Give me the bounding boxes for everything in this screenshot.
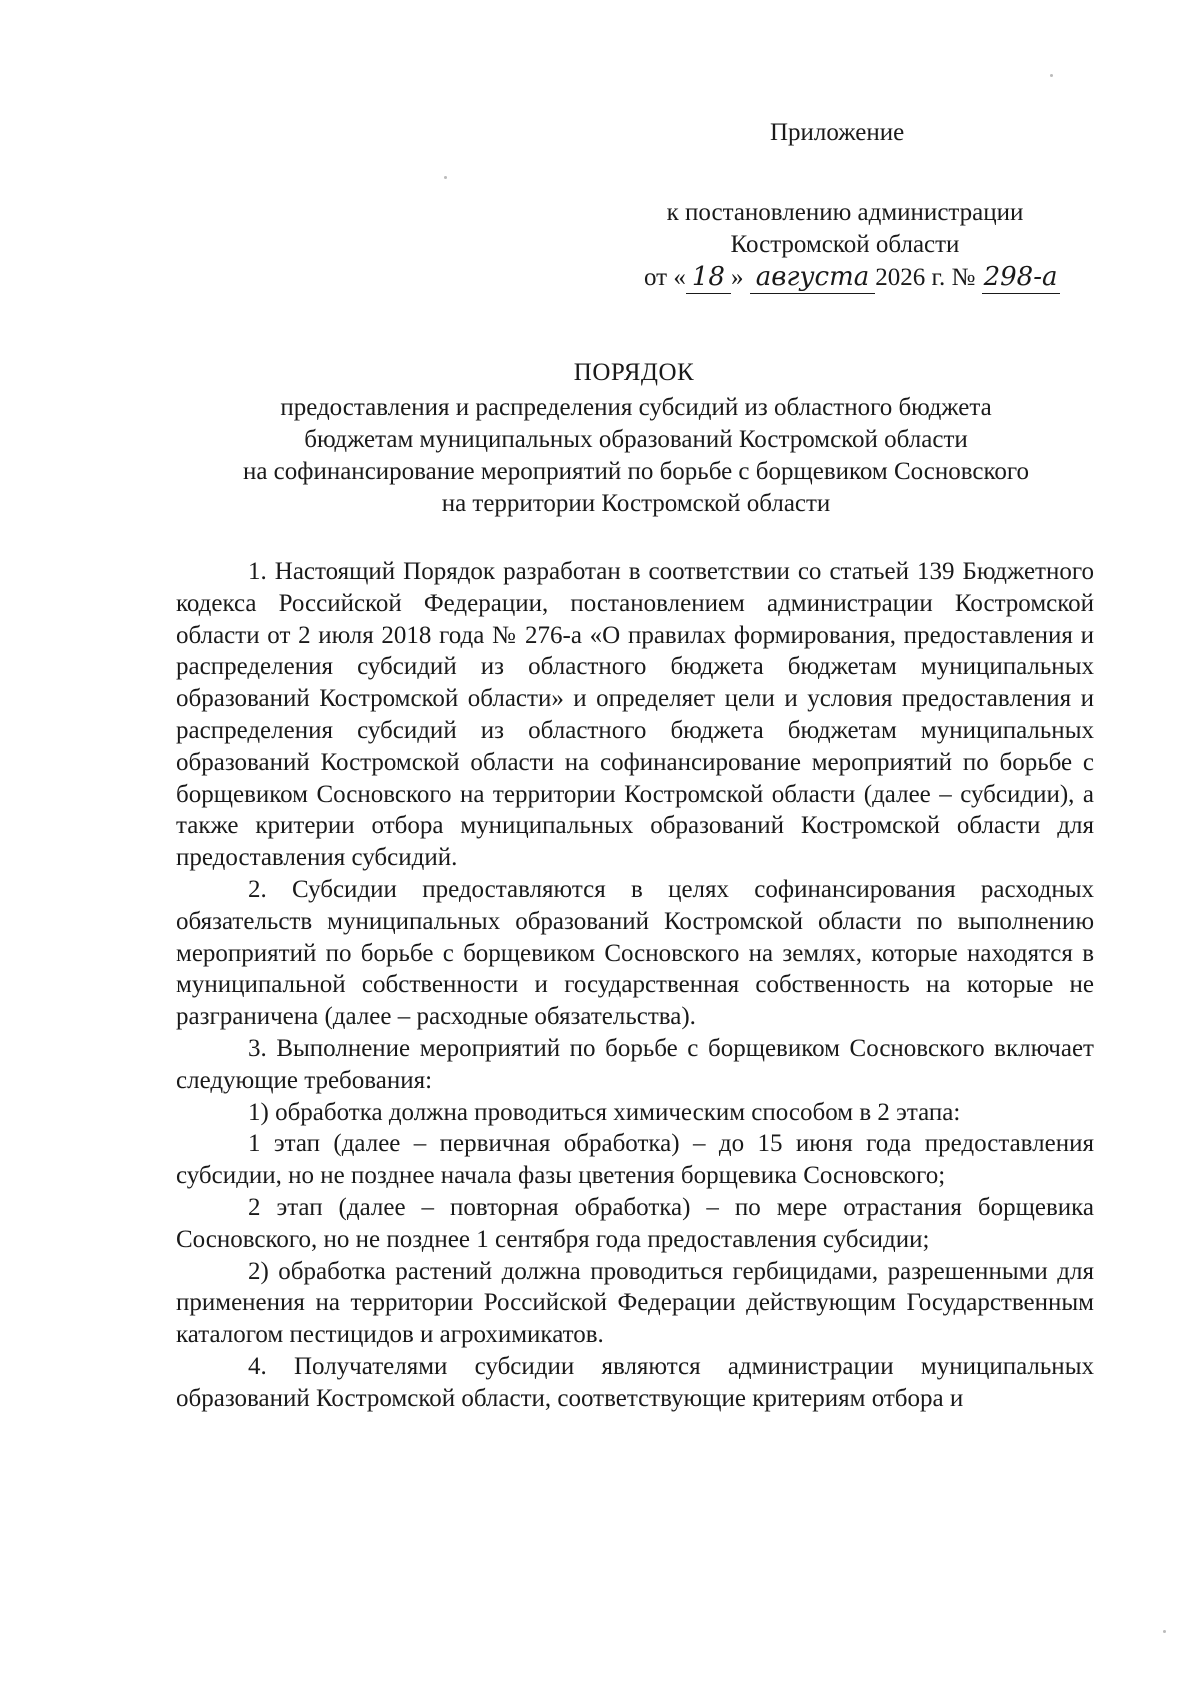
document-heading: ПОРЯДОК: [573, 359, 695, 386]
appendix-label: Приложение: [770, 119, 905, 146]
paragraph-2: 2. Субсидии предоставляются в целях софинансирования расходных обязательств муниципальных образований Костромской области по выполнению мероприятий по борьбе с борщевиком Сосновского на землях, которые находятся в муниципальной собственности и государственная собственность на которые не разграничена (далее – расходные обязательства).: [176, 875, 1094, 1031]
paragraph-3-item-2: 2) обработка растений должна проводиться гербицидами, разрешенными для применения на территории Российской Федерации действующим Государственным каталогом пестицидов и агрохимикатов.: [176, 1257, 1094, 1349]
handwritten-month: августа: [750, 261, 876, 294]
scan-speck: [1163, 1630, 1166, 1633]
paragraph-3-item-1: 1) обработка должна проводиться химическим способом в 2 этапа:: [248, 1098, 961, 1126]
date-prefix: от «: [644, 264, 686, 291]
date-year: 2026 г. №: [875, 264, 982, 291]
scan-speck: [1050, 74, 1053, 77]
subtitle-line: на софинансирование мероприятий по борьбе с борщевиком Сосновского: [242, 458, 1030, 485]
resolution-date-line: [600, 261, 1090, 294]
subtitle-line: на территории Костромской области: [441, 490, 831, 517]
paragraph-3: 3. Выполнение мероприятий по борьбе с борщевиком Сосновского включает следующие требования:: [176, 1034, 1094, 1094]
paragraph-1: 1. Настоящий Порядок разработан в соответствии со статьей 139 Бюджетного кодекса Российской Федерации, постановлением администрации Костромской области от 2 июля 2018 года № 276-а «О правилах формирования, предоставления и распределения субсидий из областного бюджета бюджетам муниципальных образований Костромской области» и определяет цели и условия предоставления и распределения субсидий из областного бюджета бюджетам муниципальных образований Костромской области на софинансирование мероприятий по борьбе с борщевиком Сосновского на территории Костромской области (далее – субсидии), а также критерии отбора муниципальных образований Костромской области для предоставления субсидий.: [176, 558, 1094, 872]
subtitle-line: предоставления и распределения субсидий из областного бюджета: [280, 394, 992, 421]
handwritten-document-number: 298-а: [983, 262, 1058, 292]
document-subtitle: [176, 392, 1096, 520]
handwritten-day: 18: [686, 261, 731, 294]
date-mid: »: [730, 264, 750, 291]
document-body: [176, 556, 1094, 1415]
scan-speck: [444, 176, 447, 179]
paragraph-3-stage-2: 2 этап (далее – повторная обработка) – по мере отрастания борщевика Сосновского, но не позднее 1 сентября года предоставления субсидии;: [176, 1193, 1094, 1253]
resolution-reference: [600, 197, 1090, 294]
subtitle-line: бюджетам муниципальных образований Костромской области: [304, 426, 968, 453]
paragraph-4: 4. Получателями субсидии являются администрации муниципальных образований Костромской области, соответствующие критериям отбора и: [176, 1352, 1094, 1412]
resolution-line-2: Костромской области: [730, 231, 960, 258]
paragraph-3-stage-1: 1 этап (далее – первичная обработка) – до 15 июня года предоставления субсидии, но не позднее начала фазы цветения борщевика Сосновского;: [176, 1130, 1094, 1190]
resolution-line-1: к постановлению администрации: [666, 199, 1024, 226]
